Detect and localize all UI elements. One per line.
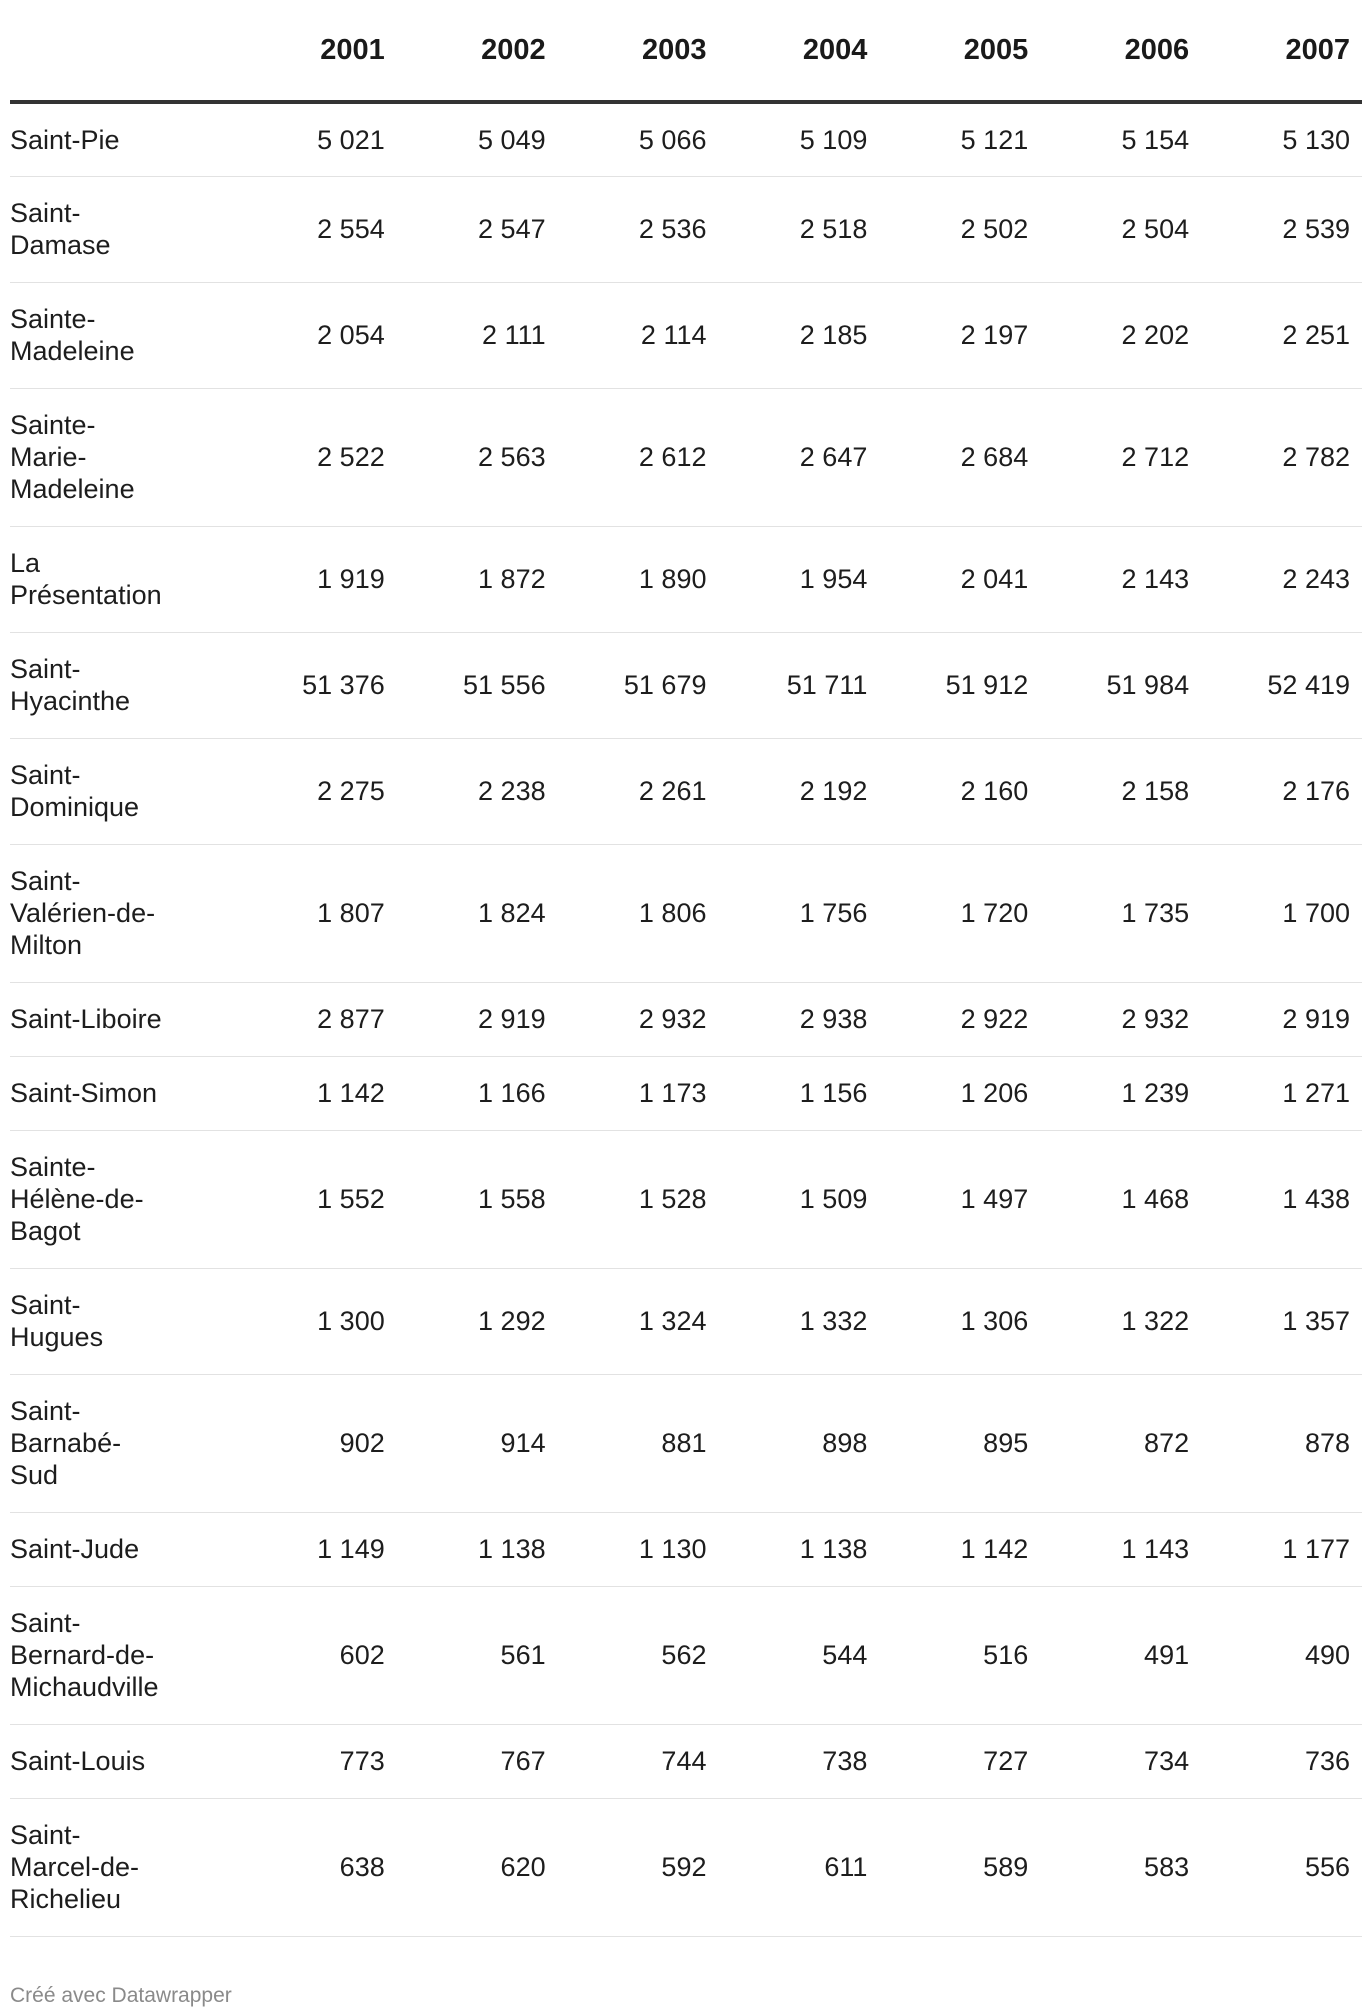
municipality-name-line: Michaudville — [10, 1672, 159, 1702]
population-value-cell: 1 130 — [558, 1512, 719, 1586]
population-value-cell: 2 160 — [879, 738, 1040, 844]
population-value-cell: 2 919 — [1201, 982, 1362, 1056]
municipality-name-cell — [10, 282, 236, 388]
population-value-cell: 51 711 — [718, 632, 879, 738]
population-value-cell: 589 — [879, 1798, 1040, 1936]
population-value-cell: 602 — [236, 1586, 397, 1724]
population-value-cell: 2 502 — [879, 176, 1040, 282]
population-value-cell: 1 756 — [718, 844, 879, 982]
population-value-cell: 872 — [1040, 1374, 1201, 1512]
municipality-name-line: Saint-Liboire — [10, 1004, 162, 1034]
table-row — [10, 102, 1362, 176]
population-value-cell: 5 154 — [1040, 102, 1201, 176]
population-value-cell: 592 — [558, 1798, 719, 1936]
population-value-cell: 902 — [236, 1374, 397, 1512]
municipality-name-line: Saint- — [10, 654, 81, 684]
population-value-cell: 1 156 — [718, 1056, 879, 1130]
population-value-cell: 2 647 — [718, 388, 879, 526]
population-value-cell: 2 536 — [558, 176, 719, 282]
population-value-cell: 1 700 — [1201, 844, 1362, 982]
table-row — [10, 176, 1362, 282]
municipality-name-line: Dominique — [10, 792, 140, 822]
population-value-cell: 51 984 — [1040, 632, 1201, 738]
population-value-cell: 491 — [1040, 1586, 1201, 1724]
table-row — [10, 1130, 1362, 1268]
population-value-cell: 2 185 — [718, 282, 879, 388]
population-value-cell: 738 — [718, 1724, 879, 1798]
population-value-cell: 2 238 — [397, 738, 558, 844]
population-value-cell: 1 173 — [558, 1056, 719, 1130]
population-value-cell: 2 261 — [558, 738, 719, 844]
population-value-cell: 2 243 — [1201, 526, 1362, 632]
municipality-name-cell — [10, 102, 236, 176]
municipality-name-cell — [10, 1512, 236, 1586]
municipality-name-cell — [10, 388, 236, 526]
column-header-year[interactable]: 2002 — [397, 0, 558, 102]
municipality-name-line: Hugues — [10, 1322, 104, 1352]
population-value-cell: 895 — [879, 1374, 1040, 1512]
population-value-cell: 2 275 — [236, 738, 397, 844]
population-value-cell: 1 954 — [718, 526, 879, 632]
column-header-year[interactable]: 2006 — [1040, 0, 1201, 102]
population-value-cell: 5 021 — [236, 102, 397, 176]
municipality-name-line: Milton — [10, 930, 83, 960]
population-value-cell: 1 735 — [1040, 844, 1201, 982]
population-value-cell: 1 357 — [1201, 1268, 1362, 1374]
table-row — [10, 982, 1362, 1056]
table-row — [10, 388, 1362, 526]
municipality-name-line: Présentation — [10, 580, 162, 610]
population-value-cell: 51 556 — [397, 632, 558, 738]
population-value-cell: 2 554 — [236, 176, 397, 282]
population-value-cell: 5 121 — [879, 102, 1040, 176]
table-body — [10, 102, 1362, 1936]
population-value-cell: 5 109 — [718, 102, 879, 176]
municipality-name-line: Saint- — [10, 1608, 81, 1638]
municipality-name-line: Madeleine — [10, 336, 135, 366]
municipality-name-line: Sainte- — [10, 304, 96, 334]
population-value-cell: 2 143 — [1040, 526, 1201, 632]
table-row — [10, 1724, 1362, 1798]
municipality-name-line: Marie- — [10, 442, 87, 472]
population-value-cell: 1 206 — [879, 1056, 1040, 1130]
population-value-cell: 736 — [1201, 1724, 1362, 1798]
population-value-cell: 1 306 — [879, 1268, 1040, 1374]
population-value-cell: 2 111 — [397, 282, 558, 388]
municipality-name-line: Valérien-de- — [10, 898, 156, 928]
municipality-name-line: Damase — [10, 230, 111, 260]
municipality-name-line: Bernard-de- — [10, 1640, 155, 1670]
municipality-name-line: Hélène-de- — [10, 1184, 144, 1214]
municipality-name-cell — [10, 1268, 236, 1374]
population-value-cell: 1 438 — [1201, 1130, 1362, 1268]
population-value-cell: 2 518 — [718, 176, 879, 282]
population-value-cell: 2 041 — [879, 526, 1040, 632]
municipality-name-cell — [10, 738, 236, 844]
municipality-name-cell — [10, 1056, 236, 1130]
municipality-name-line: Barnabé- — [10, 1428, 122, 1458]
population-value-cell: 544 — [718, 1586, 879, 1724]
municipality-name-line: Sud — [10, 1460, 59, 1490]
table-row — [10, 1056, 1362, 1130]
column-header-year[interactable]: 2001 — [236, 0, 397, 102]
table-row — [10, 1268, 1362, 1374]
population-value-cell: 562 — [558, 1586, 719, 1724]
population-value-cell: 1 468 — [1040, 1130, 1201, 1268]
population-value-cell: 1 166 — [397, 1056, 558, 1130]
population-value-cell: 1 271 — [1201, 1056, 1362, 1130]
population-value-cell: 914 — [397, 1374, 558, 1512]
municipality-name-cell — [10, 176, 236, 282]
population-value-cell: 583 — [1040, 1798, 1201, 1936]
population-value-cell: 2 547 — [397, 176, 558, 282]
municipality-name-line: Sainte- — [10, 1152, 96, 1182]
population-value-cell: 2 197 — [879, 282, 1040, 388]
population-value-cell: 1 919 — [236, 526, 397, 632]
population-value-cell: 1 322 — [1040, 1268, 1201, 1374]
population-value-cell: 1 142 — [236, 1056, 397, 1130]
table-header-row — [10, 0, 1362, 102]
table-row — [10, 738, 1362, 844]
table-row — [10, 1374, 1362, 1512]
municipality-name-line: Bagot — [10, 1216, 81, 1246]
population-value-cell: 620 — [397, 1798, 558, 1936]
municipality-name-cell — [10, 1798, 236, 1936]
table-row — [10, 282, 1362, 388]
population-value-cell: 2 919 — [397, 982, 558, 1056]
municipality-name-line: Saint-Louis — [10, 1746, 146, 1776]
population-value-cell: 1 806 — [558, 844, 719, 982]
population-value-cell: 2 922 — [879, 982, 1040, 1056]
population-value-cell: 1 138 — [397, 1512, 558, 1586]
column-header-year[interactable]: 2007 — [1201, 0, 1362, 102]
municipality-name-line: Richelieu — [10, 1884, 122, 1914]
population-value-cell: 2 877 — [236, 982, 397, 1056]
municipality-name-cell — [10, 1586, 236, 1724]
population-value-cell: 516 — [879, 1586, 1040, 1724]
population-value-cell: 561 — [397, 1586, 558, 1724]
population-value-cell: 1 292 — [397, 1268, 558, 1374]
population-value-cell: 1 497 — [879, 1130, 1040, 1268]
municipality-name-cell — [10, 1724, 236, 1798]
table-row — [10, 1798, 1362, 1936]
municipality-name-line: Saint-Jude — [10, 1534, 140, 1564]
municipality-name-cell — [10, 632, 236, 738]
population-value-cell: 2 522 — [236, 388, 397, 526]
population-value-cell: 1 239 — [1040, 1056, 1201, 1130]
population-value-cell: 2 539 — [1201, 176, 1362, 282]
municipality-name-cell — [10, 982, 236, 1056]
population-value-cell: 1 142 — [879, 1512, 1040, 1586]
population-value-cell: 1 149 — [236, 1512, 397, 1586]
population-value-cell: 2 782 — [1201, 388, 1362, 526]
population-value-cell: 2 563 — [397, 388, 558, 526]
municipality-name-line: Saint- — [10, 1396, 81, 1426]
municipality-name-cell — [10, 1374, 236, 1512]
population-value-cell: 1 177 — [1201, 1512, 1362, 1586]
population-value-cell: 638 — [236, 1798, 397, 1936]
table-row — [10, 844, 1362, 982]
population-value-cell: 51 376 — [236, 632, 397, 738]
population-value-cell: 5 049 — [397, 102, 558, 176]
column-header-name — [10, 0, 236, 102]
column-header-year[interactable]: 2004 — [718, 0, 879, 102]
column-header-year[interactable]: 2005 — [879, 0, 1040, 102]
table-row — [10, 632, 1362, 738]
population-value-cell: 898 — [718, 1374, 879, 1512]
population-value-cell: 1 872 — [397, 526, 558, 632]
population-value-cell: 2 054 — [236, 282, 397, 388]
municipality-name-cell — [10, 844, 236, 982]
population-value-cell: 2 684 — [879, 388, 1040, 526]
population-value-cell: 2 712 — [1040, 388, 1201, 526]
population-value-cell: 1 552 — [236, 1130, 397, 1268]
population-value-cell: 1 300 — [236, 1268, 397, 1374]
population-value-cell: 52 419 — [1201, 632, 1362, 738]
municipality-name-line: Marcel-de- — [10, 1852, 140, 1882]
population-value-cell: 611 — [718, 1798, 879, 1936]
population-value-cell: 5 066 — [558, 102, 719, 176]
population-value-cell: 744 — [558, 1724, 719, 1798]
population-value-cell: 1 143 — [1040, 1512, 1201, 1586]
data-table-wrapper — [10, 0, 1350, 1937]
municipality-name-line: Saint- — [10, 866, 81, 896]
population-value-cell: 2 932 — [558, 982, 719, 1056]
population-value-cell: 1 558 — [397, 1130, 558, 1268]
population-value-cell: 2 504 — [1040, 176, 1201, 282]
population-value-cell: 2 202 — [1040, 282, 1201, 388]
municipality-name-line: Sainte- — [10, 410, 96, 440]
municipality-name-line: Saint- — [10, 198, 81, 228]
municipality-name-line: Saint- — [10, 1820, 81, 1850]
datawrapper-credit: Créé avec Datawrapper — [10, 1984, 232, 2007]
population-value-cell: 1 528 — [558, 1130, 719, 1268]
population-value-cell: 2 932 — [1040, 982, 1201, 1056]
population-value-cell: 5 130 — [1201, 102, 1362, 176]
municipality-name-line: Hyacinthe — [10, 686, 131, 716]
table-row — [10, 1512, 1362, 1586]
population-value-cell: 1 324 — [558, 1268, 719, 1374]
population-value-cell: 490 — [1201, 1586, 1362, 1724]
population-value-cell: 881 — [558, 1374, 719, 1512]
municipality-name-line: La — [10, 548, 41, 578]
population-value-cell: 51 679 — [558, 632, 719, 738]
municipality-name-cell — [10, 526, 236, 632]
population-value-cell: 1 807 — [236, 844, 397, 982]
population-table — [10, 0, 1362, 1937]
population-value-cell: 878 — [1201, 1374, 1362, 1512]
municipality-name-line: Madeleine — [10, 474, 135, 504]
population-value-cell: 2 114 — [558, 282, 719, 388]
population-value-cell: 2 158 — [1040, 738, 1201, 844]
population-value-cell: 1 332 — [718, 1268, 879, 1374]
municipality-name-line: Saint- — [10, 1290, 81, 1320]
population-value-cell: 2 176 — [1201, 738, 1362, 844]
population-value-cell: 2 612 — [558, 388, 719, 526]
municipality-name-line: Saint-Simon — [10, 1078, 158, 1108]
population-value-cell: 727 — [879, 1724, 1040, 1798]
population-value-cell: 2 938 — [718, 982, 879, 1056]
population-value-cell: 556 — [1201, 1798, 1362, 1936]
column-header-year[interactable]: 2003 — [558, 0, 719, 102]
population-value-cell: 1 138 — [718, 1512, 879, 1586]
municipality-name-line: Saint- — [10, 760, 81, 790]
population-value-cell: 1 509 — [718, 1130, 879, 1268]
population-value-cell: 734 — [1040, 1724, 1201, 1798]
municipality-name-line: Saint-Pie — [10, 124, 120, 155]
population-value-cell: 1 890 — [558, 526, 719, 632]
population-value-cell: 2 251 — [1201, 282, 1362, 388]
population-value-cell: 773 — [236, 1724, 397, 1798]
population-value-cell: 2 192 — [718, 738, 879, 844]
population-value-cell: 1 720 — [879, 844, 1040, 982]
population-value-cell: 767 — [397, 1724, 558, 1798]
municipality-name-cell — [10, 1130, 236, 1268]
population-value-cell: 51 912 — [879, 632, 1040, 738]
population-value-cell: 1 824 — [397, 844, 558, 982]
table-row — [10, 526, 1362, 632]
table-row — [10, 1586, 1362, 1724]
